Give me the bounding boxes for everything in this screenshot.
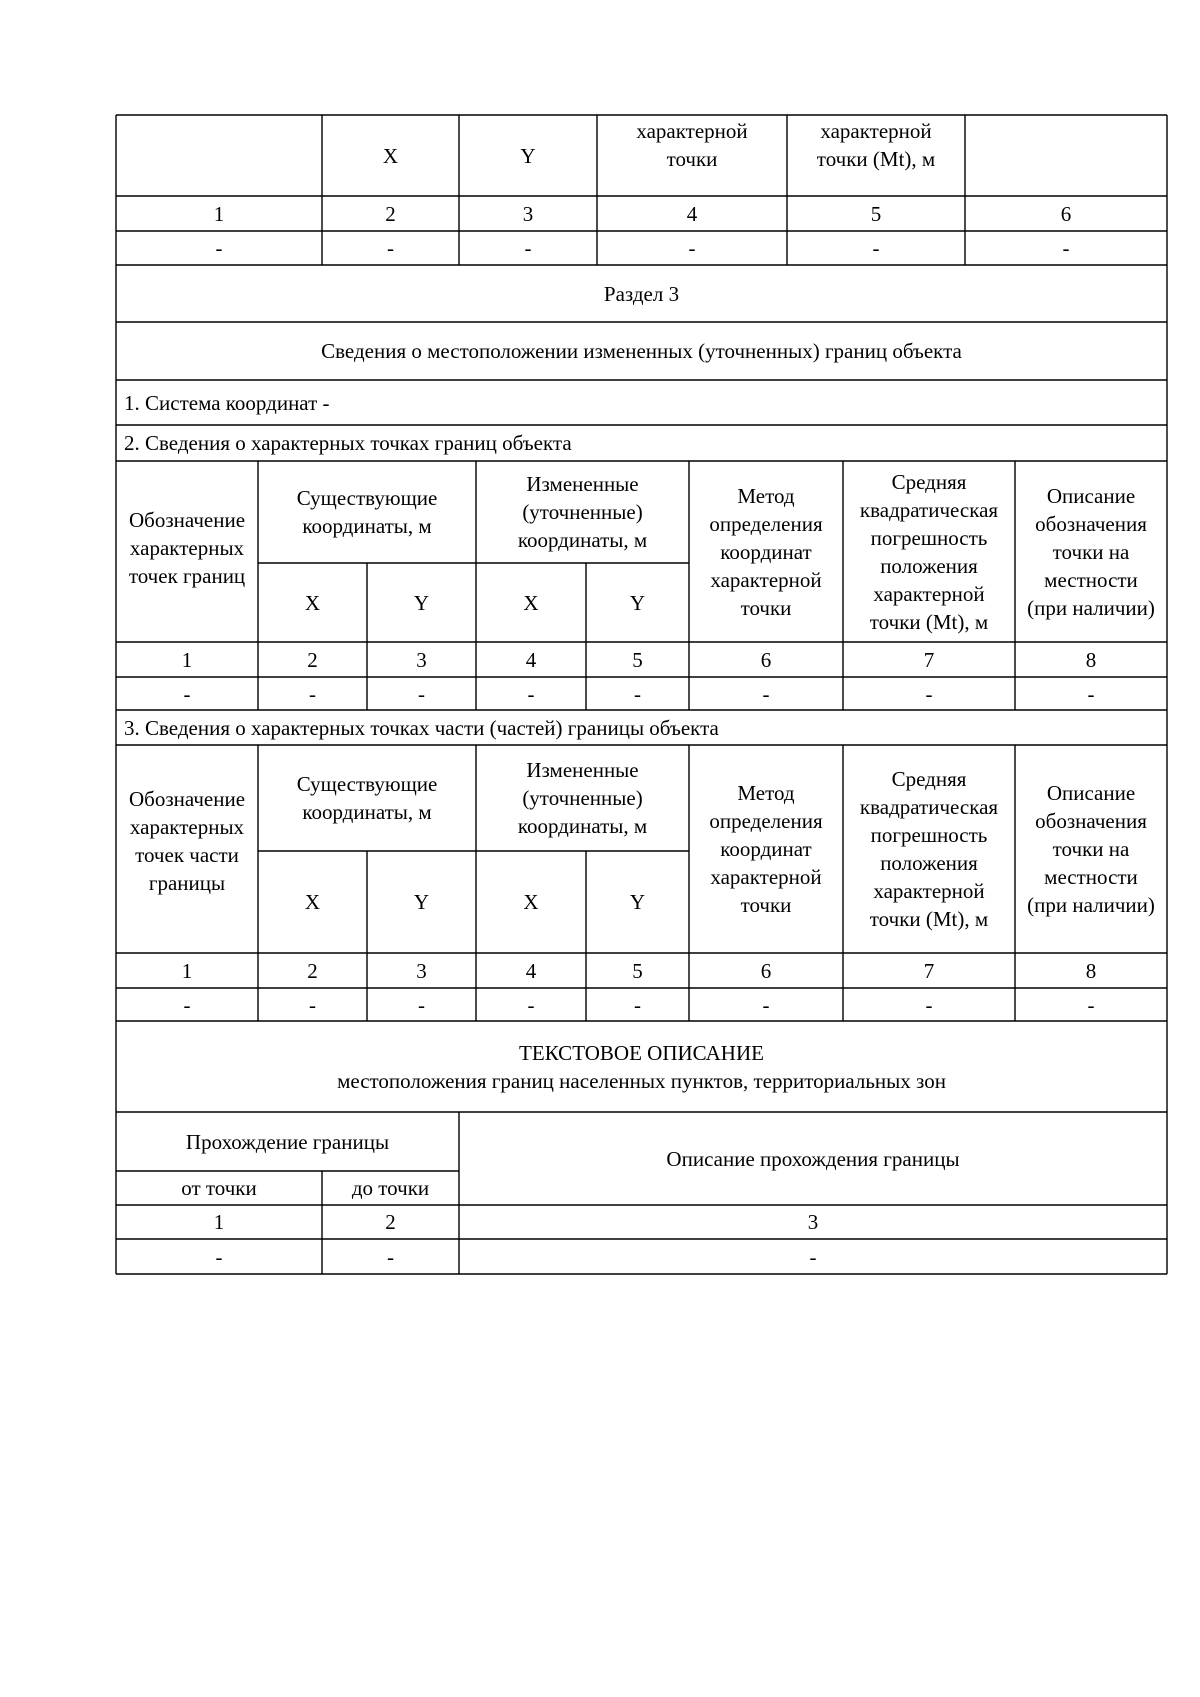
table2-value-cell: -: [309, 681, 316, 706]
table3-number-cell: 7: [923, 958, 935, 983]
table2-sub-y: Y: [413, 590, 430, 615]
table3-head-changed: Измененные (уточненные) координаты, м: [517, 758, 648, 838]
table3-value-cell: -: [527, 992, 535, 1017]
table3-number-cell: 1: [181, 958, 193, 983]
table2-sub-y: Y: [629, 590, 646, 615]
top-value-cell: -: [872, 236, 880, 260]
head-boundary-passage: Прохождение границы: [185, 1129, 390, 1154]
table3-number-cell: 2: [307, 958, 318, 983]
table3-sub-x: X: [523, 890, 539, 914]
text-number-cell: 1: [213, 1210, 225, 1234]
table3-number-cell: 5: [632, 958, 643, 983]
coordinate-system: 1. Система координат -: [124, 390, 330, 415]
head-passage-description: Описание прохождения границы: [666, 1146, 960, 1171]
top-head-description: [965, 115, 1167, 196]
section-subtitle: Сведения о местоположении измененных (уточненных) границ объекта: [321, 339, 962, 363]
top-head-x: X: [382, 143, 399, 168]
table2-number-cell: 6: [760, 647, 772, 672]
text-value-cell: -: [809, 1244, 817, 1269]
top-value-cell: -: [387, 236, 394, 260]
table2-number-cell: 4: [525, 647, 537, 672]
table2-value-cell: -: [634, 681, 641, 706]
table2-number-cell: 1: [181, 647, 193, 672]
table3-value-cell: -: [925, 992, 933, 1017]
table2-value-cell: -: [418, 681, 425, 706]
top-head-error: характерной точки (Mt), м: [816, 119, 936, 171]
table2-head-error: Средняя квадратическая погрешность положения характерной точки (Mt), м: [859, 469, 999, 634]
table2-sub-x: X: [523, 590, 539, 615]
top-number-cell: 4: [686, 201, 698, 226]
table3-head-error: Средняя квадратическая погрешность положения характерной точки (Mt), м: [859, 767, 999, 931]
top-head-cell: [116, 115, 322, 196]
table2-head-method: Метод определения координат характерной точки: [709, 483, 823, 620]
text-number-cell: 2: [385, 1210, 396, 1234]
table3-head-existing: Существующие координаты, м: [296, 772, 438, 824]
table2-sub-x: X: [304, 590, 321, 615]
table3-number-cell: 4: [525, 958, 537, 983]
table2-number-cell: 3: [416, 647, 427, 672]
table3-number-cell: 3: [416, 958, 427, 983]
table3-head-description: Описание обозначения точки на местности (при наличии): [1027, 781, 1155, 917]
table2-value-cell: -: [183, 681, 191, 706]
top-value-cell: -: [524, 236, 532, 260]
table2-value-cell: -: [925, 681, 933, 706]
text-value-cell: -: [387, 1244, 394, 1269]
table3-sub-y: Y: [413, 890, 430, 914]
top-value-cell: -: [688, 236, 696, 260]
table3-value-cell: -: [634, 992, 641, 1017]
top-number-cell: 6: [1060, 201, 1072, 226]
table3-sub-y: Y: [629, 890, 646, 914]
top-number-cell: 3: [522, 201, 534, 226]
head-from-point: от точки: [181, 1176, 257, 1200]
table2-caption: 2. Сведения о характерных точках границ объекта: [124, 431, 572, 455]
table3-head-designation: Обозначение характерных точек части границы: [128, 787, 246, 895]
table2-value-cell: -: [1087, 681, 1095, 706]
table2-value-cell: -: [527, 681, 535, 706]
section-title: Раздел 3: [603, 281, 680, 306]
table2-head-designation: Обозначение характерных точек границ: [128, 507, 246, 588]
table3-value-cell: -: [418, 992, 425, 1017]
table2-head-existing: Существующие координаты, м: [296, 486, 438, 538]
top-number-cell: 5: [870, 201, 882, 226]
table3-caption: 3. Сведения о характерных точках части (частей) границы объекта: [124, 715, 719, 740]
table3-head-method: Метод определения координат характерной точки: [709, 781, 823, 917]
text-number-cell: 3: [807, 1210, 819, 1234]
table3-number-cell: 8: [1085, 958, 1097, 983]
top-head-y: Y: [520, 143, 536, 168]
top-number-cell: 2: [385, 201, 396, 226]
table3-number-cell: 6: [760, 958, 772, 983]
text-description-subtitle: местоположения границ населенных пунктов, территориальных зон: [337, 1069, 946, 1093]
table2-number-cell: 8: [1085, 647, 1097, 672]
table2-head-changed: Измененные (уточненные) координаты, м: [517, 472, 648, 552]
top-value-cell: -: [215, 236, 223, 260]
table2-number-cell: 2: [307, 647, 318, 672]
top-head-method: характерной точки: [636, 119, 748, 171]
table3-sub-x: X: [304, 890, 321, 914]
top-value-cell: -: [1062, 236, 1070, 260]
table2-head-description: Описание обозначения точки на местности (при наличии): [1027, 483, 1155, 620]
table2-value-cell: -: [762, 681, 770, 706]
table2-number-cell: 5: [632, 647, 643, 672]
table2-number-cell: 7: [923, 647, 935, 672]
table3-value-cell: -: [1087, 992, 1095, 1017]
head-to-point: до точки: [351, 1176, 430, 1200]
top-number-cell: 1: [213, 201, 225, 226]
table3-value-cell: -: [183, 992, 191, 1017]
text-value-cell: -: [215, 1244, 223, 1269]
text-description-title: ТЕКСТОВОЕ ОПИСАНИЕ: [519, 1041, 764, 1065]
table3-value-cell: -: [309, 992, 316, 1017]
table3-value-cell: -: [762, 992, 770, 1017]
